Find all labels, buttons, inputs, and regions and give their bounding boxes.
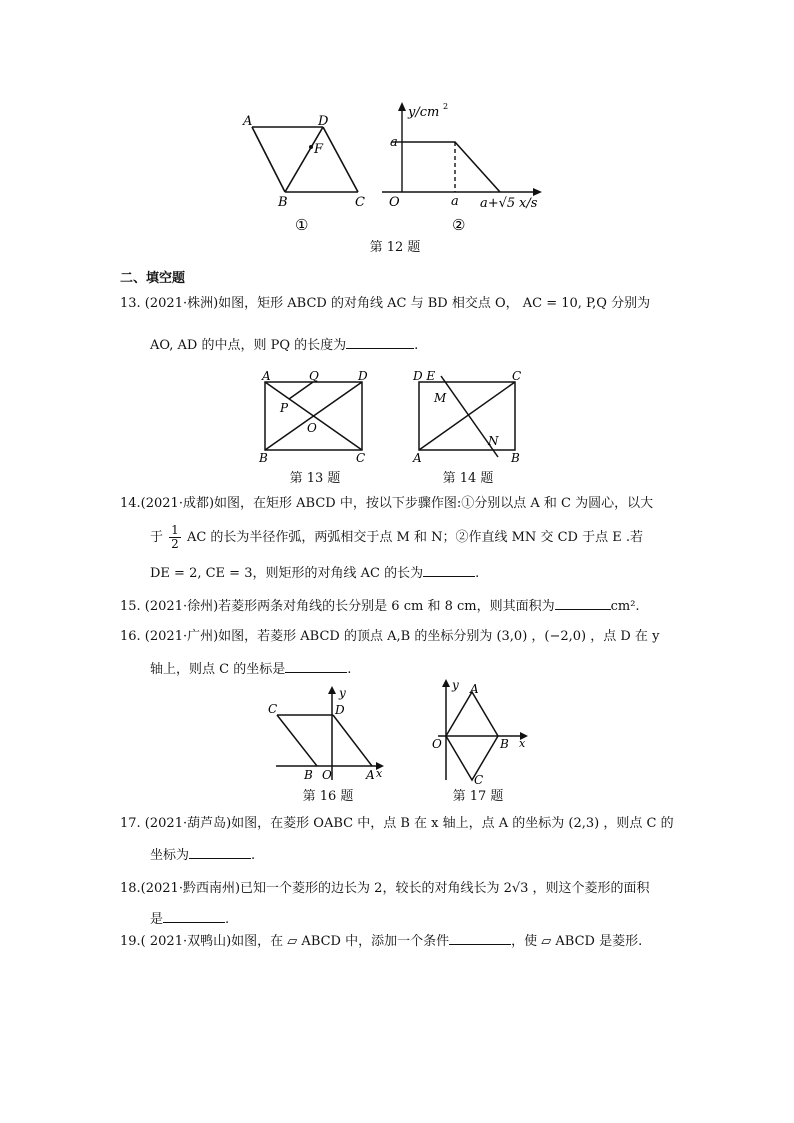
q16-answer-blank[interactable]: [285, 660, 347, 673]
q17-line2: [150, 846, 255, 865]
q14-line3-text: DE = 2, CE = 3，则矩形的对角线 AC 的长为: [150, 566, 424, 581]
label-y: y: [339, 686, 346, 700]
q15-unit: cm².: [610, 599, 640, 614]
q14-line1: 14.(2021·成都)如图，在矩形 ABCD 中，按以下步骤作图:①分别以点 A 和 C 为圆心，以大: [120, 496, 654, 511]
q17-line1: 17. (2021·葫芦岛)如图，在菱形 OABC 中，点 B 在 x 轴上，点 A 的坐标为 (2,3) ，则点 C 的: [120, 816, 674, 831]
q14-line2: [150, 524, 643, 551]
x-axis-label: x/s: [519, 196, 538, 211]
label-n: N: [488, 434, 499, 448]
q18-line1: 18.(2021·黔西南州)已知一个菱形的边长为 2，较长的对角线长为 2√3 ，则这个菱形的面积: [120, 881, 650, 896]
label-d: D: [358, 370, 368, 383]
label-b: B: [511, 451, 520, 465]
q13-line2: [150, 336, 418, 355]
q16-text: 轴上，则点 C 的坐标是: [150, 662, 286, 677]
q13-end: .: [414, 338, 419, 353]
q16-line2: [150, 660, 351, 679]
label-x: x: [519, 737, 526, 750]
fig16-caption: 第 16 题: [302, 789, 354, 804]
q15-text: 15. (2021·徐州)若菱形两条对角线的长分别是 6 cm 和 8 cm，则其面积为: [120, 599, 555, 614]
label-a: A: [366, 768, 375, 782]
label-a-plus-root5: a+√5: [480, 196, 516, 211]
q19-pre: 19.( 2021·双鸭山)如图，在 ▱ ABCD 中，添加一个条件: [120, 934, 450, 949]
fig14-caption: 第 14 题: [442, 471, 494, 486]
q14-end: .: [475, 566, 480, 581]
fig12-caption: 第 12 题: [369, 240, 421, 255]
label-o: O: [389, 195, 400, 210]
y-axis-sup: 2: [443, 102, 449, 111]
fraction-half: [169, 524, 181, 551]
label-c: C: [356, 451, 366, 465]
q14-post: AC 的长为半径作弧，两弧相交于点 M 和 N；②作直线 MN 交 CD 于点 E .若: [186, 530, 643, 545]
label-a-x: a: [451, 194, 459, 209]
label-q: Q: [309, 370, 319, 383]
label-p: P: [280, 401, 289, 415]
q16-end: .: [347, 662, 352, 677]
label-c: C: [474, 773, 484, 787]
figure-17: [428, 676, 538, 788]
label-f: F: [314, 142, 324, 157]
fraction-numerator: 1: [171, 523, 179, 537]
fraction-denominator: 2: [171, 537, 179, 551]
q14-answer-blank[interactable]: [423, 564, 475, 577]
figure-14: [408, 370, 528, 466]
sub-label-1: ①: [295, 216, 309, 234]
label-a: A: [262, 370, 271, 383]
q17-text: 坐标为: [150, 848, 190, 863]
label-o: O: [307, 421, 317, 435]
label-x: x: [376, 767, 383, 780]
q13-text: AO, AD 的中点，则 PQ 的长度为: [150, 338, 347, 353]
label-a: A: [243, 114, 253, 129]
figure-12: [230, 100, 560, 235]
label-c: C: [268, 702, 278, 716]
q19-post: ，使 ▱ ABCD 是菱形.: [511, 934, 643, 949]
q18-end: .: [225, 912, 230, 927]
q15: [120, 597, 640, 616]
q13-answer-blank[interactable]: [346, 336, 414, 349]
label-m: M: [434, 391, 447, 405]
label-a: A: [470, 682, 479, 696]
q19-answer-blank[interactable]: [449, 932, 511, 945]
section-title: 二、填空题: [120, 271, 186, 286]
label-b: B: [304, 768, 313, 782]
q13-line1: 13. (2021·株洲)如图，矩形 ABCD 的对角线 AC 与 BD 相交点 O， AC = 10, P,Q 分别为: [120, 296, 651, 311]
q18-answer-blank[interactable]: [163, 910, 225, 923]
y-axis-label: y/cm: [408, 105, 440, 120]
q18-line2: [150, 910, 229, 929]
label-d: D: [335, 703, 345, 717]
q17-answer-blank[interactable]: [189, 846, 251, 859]
q18-text: 是: [150, 912, 164, 927]
q15-answer-blank[interactable]: [555, 597, 611, 610]
label-c: C: [355, 195, 365, 210]
q16-line1: 16. (2021·广州)如图，若菱形 ABCD 的顶点 A,B 的坐标分别为 (3,0) ，(−2,0) ，点 D 在 y: [120, 629, 660, 644]
label-de: D E: [413, 370, 436, 383]
label-b: B: [259, 451, 268, 465]
label-a: A: [413, 451, 422, 465]
q17-end: .: [251, 848, 256, 863]
label-o: O: [432, 737, 442, 751]
label-o: O: [322, 768, 332, 782]
fig17-caption: 第 17 题: [452, 789, 504, 804]
point-f: [309, 145, 313, 149]
label-c: C: [512, 370, 522, 383]
figure-13: [254, 370, 374, 466]
label-a-y: a: [390, 135, 398, 150]
figure-16: [262, 684, 392, 784]
sub-label-2: ②: [452, 216, 466, 234]
fig13-caption: 第 13 题: [289, 471, 341, 486]
label-b: B: [278, 195, 288, 210]
q14-pre: 于: [150, 530, 164, 545]
label-y: y: [452, 678, 459, 692]
label-b: B: [500, 737, 509, 751]
q19: [120, 932, 642, 951]
q14-line3: [150, 564, 479, 583]
label-d: D: [318, 114, 329, 129]
